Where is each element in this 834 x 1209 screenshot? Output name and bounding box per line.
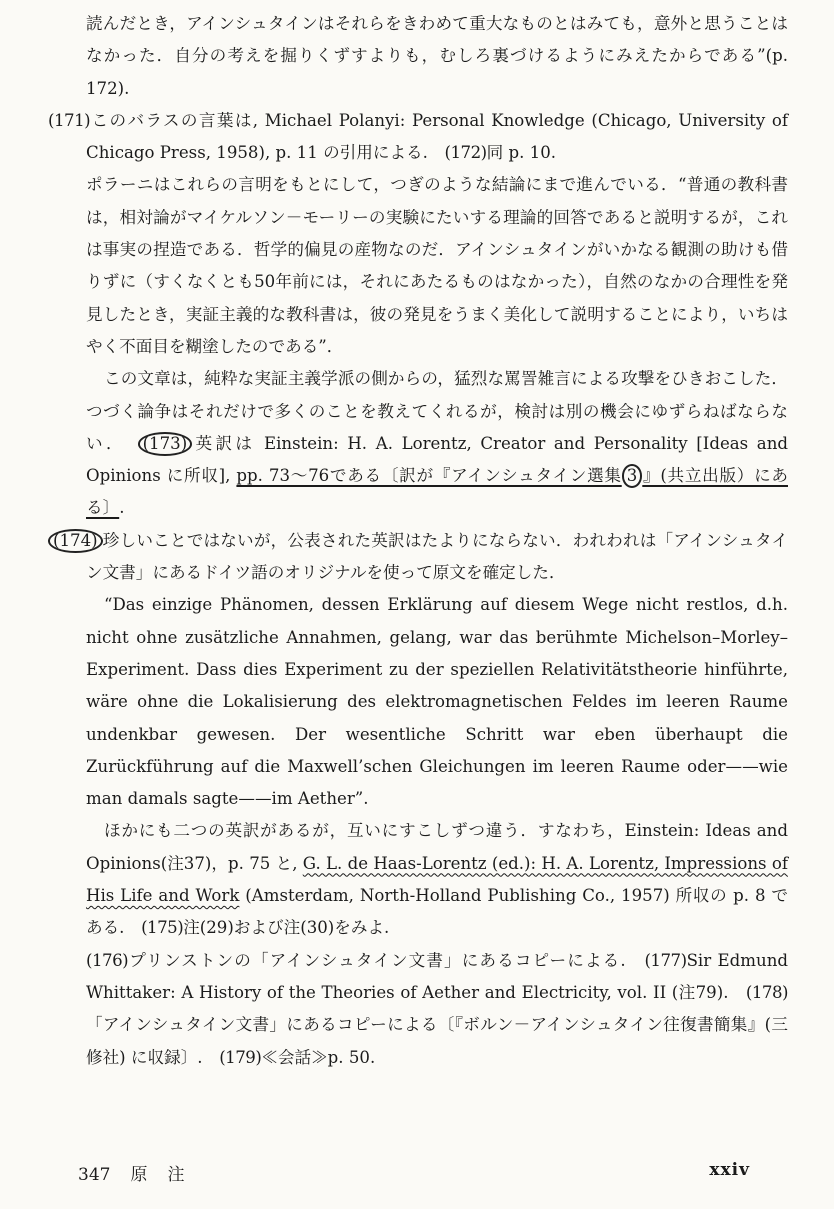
note-text: 「アインシュタイン文書」にあるコピーによる〔『ボルン－アインシュタイン往復書簡集』(三修社) に収録〕. (86, 1015, 788, 1067)
quote-continuation: 読んだとき，アインシュタインはそれらをきわめて重大なものとはみても，意外と思うことはなかった．自分の考えを掘りくずすよりも，むしろ裏づけるようにみえたからである”(p. 172). (86, 14, 788, 98)
paragraph-text: (Amsterdam, North-Holland Publishing Co., 1957) 所収の p. 8 である. (86, 886, 789, 938)
notes-body (48, 8, 788, 1074)
note-number: (176) (86, 950, 129, 970)
note-text: ≪会話≫p. 50. (261, 1047, 376, 1067)
note-paragraph (48, 363, 788, 524)
note-171 (48, 105, 788, 170)
note-number: (179) (219, 1047, 262, 1067)
note-end: . (119, 498, 125, 518)
note-number: (178) (745, 982, 788, 1002)
section-title-char: 原 (130, 1165, 148, 1185)
note-text: プリンストンの「アインシュタイン文書」にあるコピーによる. (128, 950, 626, 970)
note-text: このバラスの言葉は, Michael Polanyi: Personal Knowledge (Chicago, University of Chicago Press, 1958), p. 11 の引用による. (86, 110, 788, 163)
translation-paragraph (48, 815, 788, 944)
footer-left (78, 1160, 204, 1185)
note-text: 同 p. 10. (486, 143, 557, 163)
german-quote: “Das einzige Phänomen, dessen Erklärung auf diesem Wege nicht restlos, d.h. nicht ohne zusätzliche Annahmen, gelang, war das berühmte Michelson–Morley–Experiment. Dass dies Experiment zu der speziellen Relativitätstheorie hinführte, wäre ohne die Lokalisierung des elektromagnetischen Feldes im leeren Raume undenkbar gewesen. Der wesentliche Schritt war eben überhaupt die Zurückführung auf die Maxwell’schen Gleichungen im leeren Raume oder——wie man damals sagte——im Aether”. (86, 595, 788, 809)
handwritten-circle-3: 3 (622, 464, 643, 488)
note-text: 注(29)および注(30)をみよ. (183, 918, 390, 938)
handwritten-circle-174: (174) (48, 529, 103, 553)
roman-page-number: xxiv (709, 1160, 750, 1180)
paragraph-text: ほかにも二つの英訳があるが，互いにすこしずつ違う．すなわち，Einstein: Ideas and Opinions(注37)，p. 75 と, (86, 821, 788, 873)
note-172-continuation: ポラーニはこれらの言明をもとにして，つぎのような結論にまで進んでいる．“普通の教科書は，相対論がマイケルソン－モーリーの実験にたいする理論的回答であると説明するが，これは事実の捏造である．哲学的偏見の産物なのだ．アインシュタインがいかなる観測の助けも借りずに（すくなくとも50年前には，それにあたるものはなかった），自然のなかの合理性を発見したとき，実証主義的な教科書は，彼の発見をうまく美化して説明することにより，いちはやく不面目を糊塗したのである”． (86, 175, 788, 356)
wavy-underlined-reference: G. L. de Haas-Lorentz (ed.): H. A. Lorentz, Impressions of His Life and Work (86, 853, 788, 906)
paragraph-text: この文章は，純粋な実証主義学派の側からの，猛烈な罵詈雑言による攻撃をひきおこした．つづく論争はそれだけで多くのことを教えてくれるが，検討は別の機会にゆずらねばならない． (86, 369, 788, 453)
note-number: (175) (141, 918, 184, 938)
note-number: (171) (48, 110, 91, 130)
note-174 (48, 525, 788, 590)
page-number: 347 (78, 1165, 111, 1185)
notes-176-179 (48, 945, 788, 1074)
underlined-segment: 』(共立出版）にある〕 (86, 466, 788, 518)
note-number: (177) (644, 950, 687, 970)
note-text: 珍しいことではないが，公表された英訳はたよりにならない．われわれは「アインシュタイン文書」にあるドイツ語のオリジナルを使って原文を確定した． (86, 530, 788, 583)
underlined-segment: pp. 73〜76である〔訳が『アインシュタイン選集 (236, 466, 622, 486)
note-text: 英訳は Einstein: H. A. Lorentz, Creator and Personality [Ideas and Opinions に所収], (86, 433, 789, 486)
handwritten-circle-173: (173) (138, 432, 193, 456)
section-title-char: 注 (167, 1165, 185, 1185)
note-text: Sir Edmund Whittaker: A History of the Theories of Aether and Electricity, vol. II (注79). (86, 950, 789, 1002)
note-number: (172) (444, 143, 487, 163)
